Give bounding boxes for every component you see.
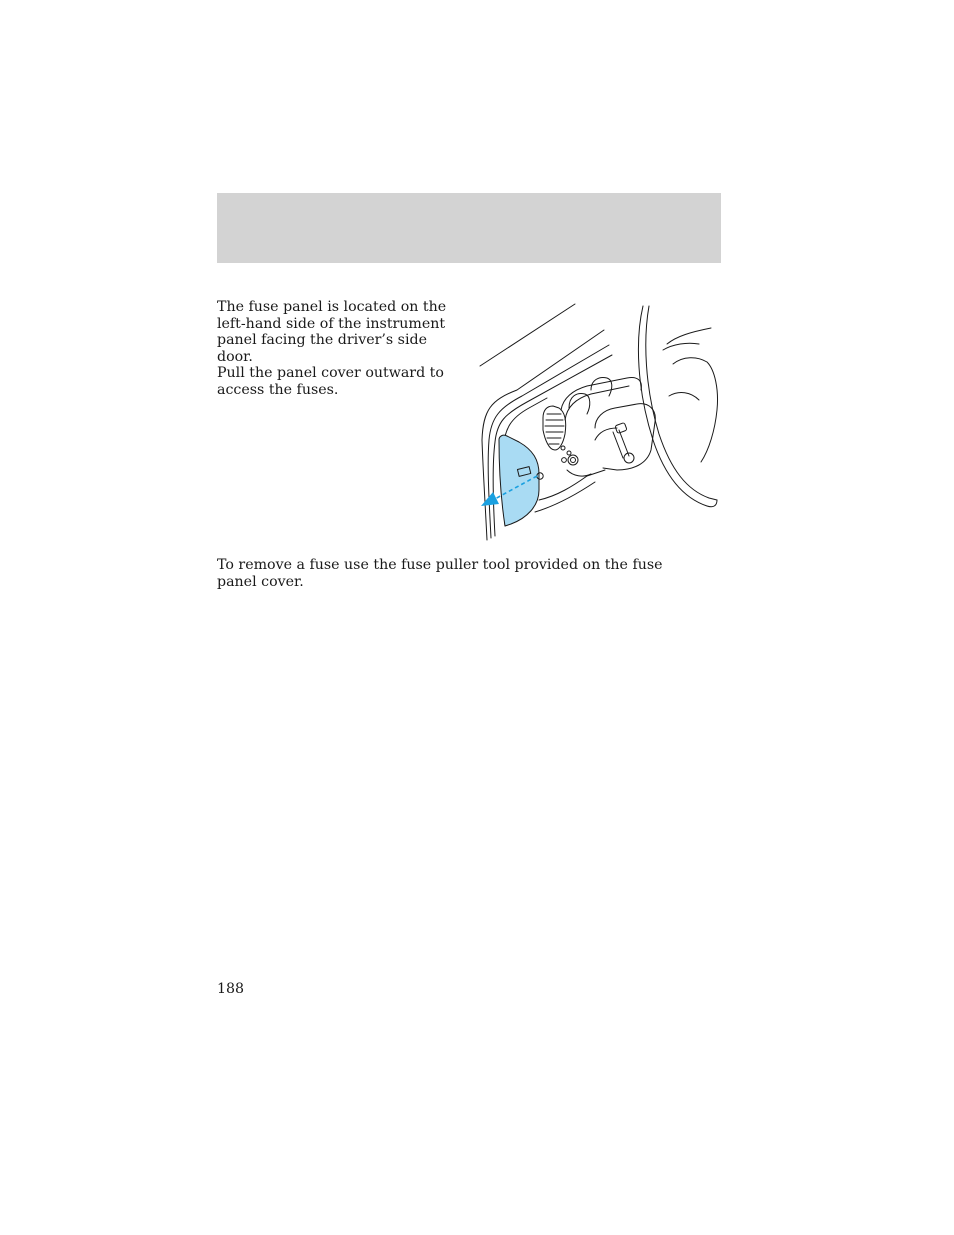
fuse-panel-location-text: The fuse panel is located on the left-hand side of the instrument panel facing the driver’s side door. Pull the panel cover outward to access the fuses.	[217, 299, 447, 398]
section-header-band	[217, 193, 721, 263]
fuse-panel-cover	[499, 435, 539, 526]
fuse-removal-instructions: To remove a fuse use the fuse puller tool provided on the fuse panel cover.	[217, 557, 663, 590]
page-number: 188	[217, 981, 245, 997]
gauge-left	[569, 394, 590, 414]
dash-top-line	[480, 304, 575, 366]
air-vent	[543, 406, 566, 450]
fuse-panel-illustration	[477, 300, 723, 544]
steering-wheel-hub	[667, 328, 711, 344]
headlamp-switch-knob	[568, 455, 578, 465]
